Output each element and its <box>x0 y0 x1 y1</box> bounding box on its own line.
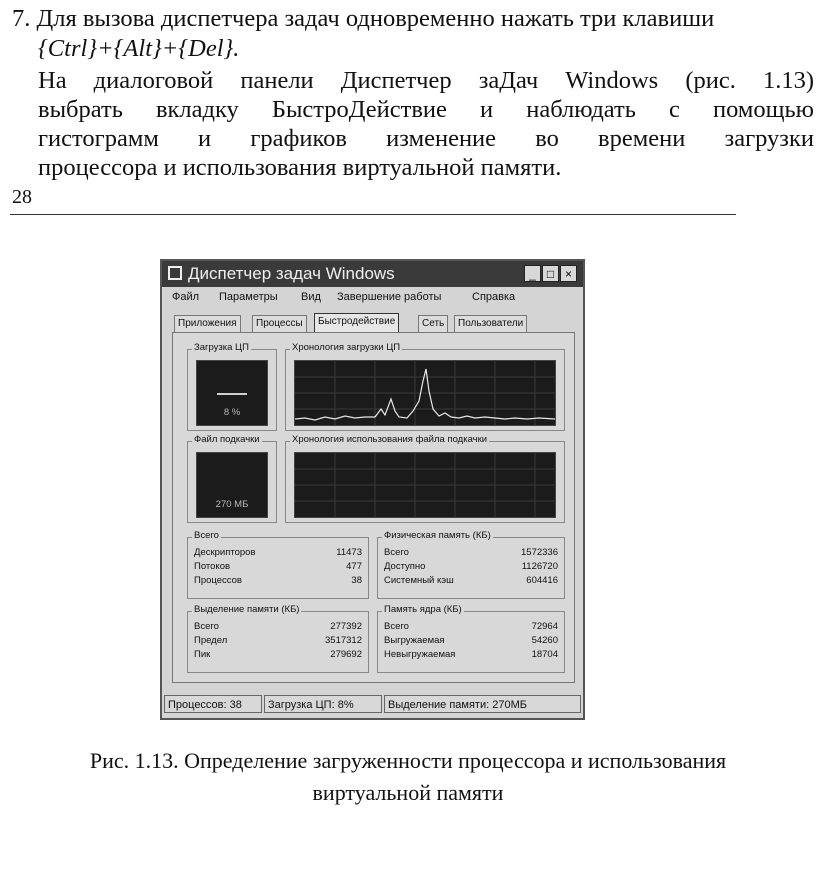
stat-value: 11473 <box>336 547 362 558</box>
stat-row <box>194 547 362 560</box>
word: гистограмм <box>38 125 159 152</box>
stat-row <box>384 635 558 648</box>
paragraph-line1 <box>38 66 814 95</box>
stat-label: Предел <box>194 635 228 646</box>
pagefile-value: 270 МБ <box>215 499 249 510</box>
word: диалоговой <box>93 67 214 94</box>
stat-row <box>384 649 558 662</box>
word: вкладку <box>155 96 239 123</box>
tab-network[interactable]: Сеть <box>418 315 448 332</box>
stat-row <box>194 561 362 574</box>
stat-value: 54260 <box>531 635 558 646</box>
performance-panel <box>172 332 575 683</box>
stat-value: 18704 <box>531 649 558 660</box>
word: На <box>38 67 67 94</box>
stat-row <box>384 547 558 560</box>
stat-label: Дескрипторов <box>194 547 256 558</box>
physical-memory-title: Физическая память (КБ) <box>384 530 491 541</box>
stat-value: 477 <box>346 561 362 572</box>
pagefile-group <box>187 434 277 523</box>
word: загрузки <box>724 125 814 152</box>
pagefile-history-label: Хронология использования файла подкачки <box>292 434 488 445</box>
stat-row <box>194 575 362 588</box>
paragraph-line3 <box>38 124 814 153</box>
paragraph-line2 <box>38 95 814 124</box>
maximize-button[interactable]: □ <box>542 265 559 282</box>
stat-label: Потоков <box>194 561 231 572</box>
cpu-history-graph <box>294 360 556 426</box>
word: Диспетчер <box>340 67 452 94</box>
cpu-usage-label: Загрузка ЦП <box>194 342 249 353</box>
physical-memory-group <box>377 530 565 599</box>
word: и <box>198 125 212 152</box>
pagefile-history-graph <box>294 452 556 518</box>
menu-bar <box>162 287 583 307</box>
stat-row <box>194 649 362 662</box>
cpu-usage-meter <box>196 360 268 426</box>
stat-row <box>384 561 558 574</box>
tab-applications[interactable]: Приложения <box>174 315 241 332</box>
menu-help[interactable]: Справка <box>472 291 516 303</box>
word: графиков <box>250 125 347 152</box>
word: изменение <box>386 125 497 152</box>
word: Windows <box>565 67 659 94</box>
figure-caption-line2: виртуальной памяти <box>312 780 504 805</box>
minimize-button[interactable]: _ <box>524 265 541 282</box>
pagefile-label: Файл подкачки <box>194 434 260 445</box>
window-title: Диспетчер задач Windows <box>188 264 395 283</box>
cpu-usage-value: 8 % <box>223 407 241 418</box>
stat-row <box>194 621 362 634</box>
word: заДач <box>478 67 539 94</box>
status-cpu: Загрузка ЦП: 8% <box>264 695 382 713</box>
tab-processes[interactable]: Процессы <box>252 315 307 332</box>
stat-label: Системный кэш <box>384 575 454 586</box>
stat-label: Всего <box>384 547 409 558</box>
menu-shutdown[interactable]: Завершение работы <box>337 291 442 303</box>
status-commit: Выделение памяти: 270МБ <box>384 695 581 713</box>
pagefile-history-group <box>285 434 565 523</box>
stat-label: Пик <box>194 649 211 660</box>
stat-value: 604416 <box>526 575 558 586</box>
window-app-icon <box>168 266 182 280</box>
stat-value: 1572336 <box>521 547 558 558</box>
stat-value: 1126720 <box>521 561 558 572</box>
stat-label: Всего <box>384 621 409 632</box>
word: с <box>669 96 680 123</box>
page-divider <box>10 214 736 215</box>
stat-label: Всего <box>194 621 219 632</box>
kernel-memory-group <box>377 604 565 673</box>
stat-value: 3517312 <box>325 635 362 646</box>
paragraph-line4: процессора и использования виртуальной памяти. <box>38 154 562 181</box>
figure-caption-line1: Рис. 1.13. Определение загруженности процессора и использования <box>89 748 727 773</box>
task-manager-window <box>160 259 585 720</box>
cpu-history-label: Хронология загрузки ЦП <box>292 342 401 353</box>
key-combination: {Ctrl}+{Alt}+{Del}. <box>38 35 240 62</box>
stat-row <box>384 621 558 634</box>
page-number: 28 <box>12 186 32 208</box>
totals-title: Всего <box>194 530 219 541</box>
word: времени <box>598 125 686 152</box>
word: 1.13) <box>762 67 814 94</box>
stat-label: Процессов <box>194 575 242 586</box>
word: выбрать <box>38 96 123 123</box>
kernel-memory-title: Память ядра (КБ) <box>384 604 462 615</box>
stat-row <box>384 575 558 588</box>
item-7-line1: 7. Для вызова диспетчера задач одновременно нажать три клавиши <box>12 5 715 32</box>
menu-options[interactable]: Параметры <box>219 291 278 303</box>
cpu-history-group <box>285 342 565 431</box>
word: и <box>480 96 494 123</box>
stat-value: 277392 <box>330 621 362 632</box>
word: панели <box>240 67 314 94</box>
pagefile-meter <box>196 452 268 518</box>
word: во <box>535 125 559 152</box>
stat-value: 38 <box>351 575 362 586</box>
commit-charge-title: Выделение памяти (КБ) <box>194 604 300 615</box>
stat-label: Выгружаемая <box>384 635 445 646</box>
cpu-usage-group <box>187 342 277 431</box>
menu-view[interactable]: Вид <box>301 291 321 303</box>
tab-performance[interactable]: Быстродействие <box>314 313 399 332</box>
close-button[interactable]: × <box>560 265 577 282</box>
totals-group <box>187 530 369 599</box>
word: БыстроДействие <box>271 96 447 123</box>
stat-label: Доступно <box>384 561 426 572</box>
stat-value: 279692 <box>330 649 362 660</box>
status-processes: Процессов: 38 <box>164 695 262 713</box>
title-bar <box>162 261 583 287</box>
stat-label: Невыгружаемая <box>384 649 456 660</box>
stat-row <box>194 635 362 648</box>
word: помощью <box>712 96 814 123</box>
commit-charge-group <box>187 604 369 673</box>
word: (рис. <box>685 67 736 94</box>
stat-value: 72964 <box>531 621 558 632</box>
status-bar <box>164 693 581 715</box>
word: наблюдать <box>526 96 636 123</box>
menu-file[interactable]: Файл <box>172 291 200 303</box>
tab-users[interactable]: Пользователи <box>454 315 527 332</box>
